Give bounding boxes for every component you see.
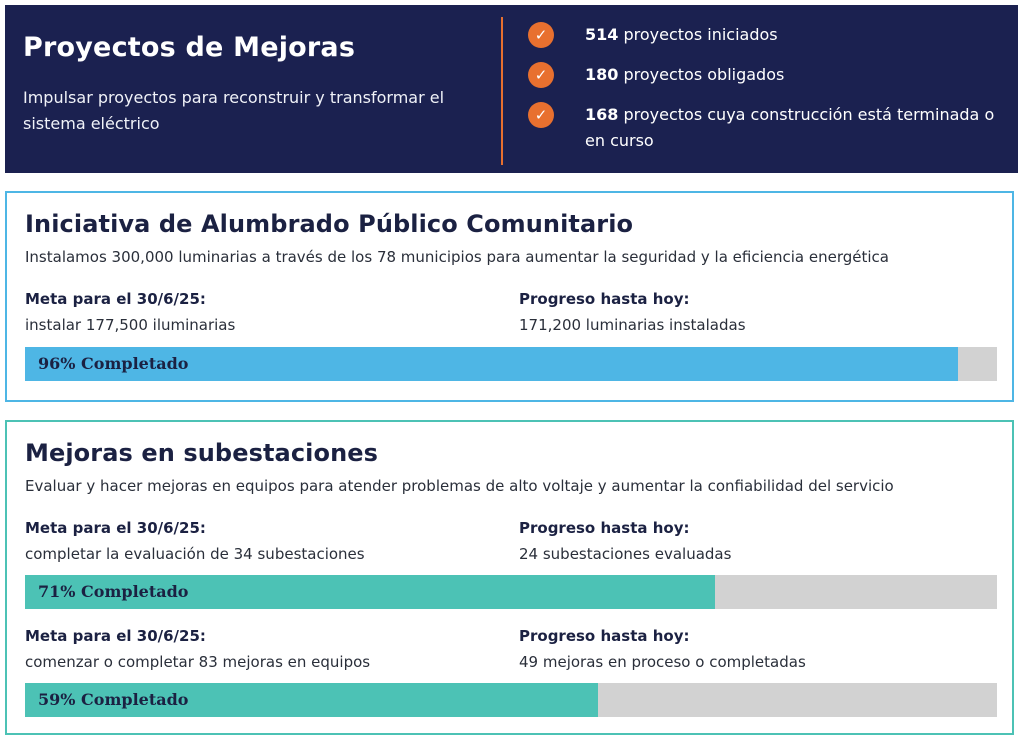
page-title: Proyectos de Mejoras	[23, 32, 356, 63]
lighting-title: Iniciativa de Alumbrado Público Comunitario	[25, 210, 634, 238]
lighting-progress-bar	[25, 347, 997, 381]
header-banner	[5, 5, 1018, 173]
goal-value: comenzar o completar 83 mejoras en equipos	[25, 653, 371, 671]
lighting-description: Instalamos 300,000 luminarias a través de los 78 municipios para aumentar la seguridad y la eficiencia energética	[25, 248, 889, 266]
progress-bar-label: 59% Completado	[38, 690, 189, 709]
substations-title: Mejoras en subestaciones	[25, 439, 379, 467]
substations-description: Evaluar y hacer mejoras en equipos para atender problemas de alto voltaje y aumentar la confiabilidad del servicio	[25, 477, 894, 495]
substations-progress-2	[519, 627, 806, 671]
substations-progress-bar-1	[25, 575, 997, 609]
substations-progress-1	[519, 519, 731, 563]
substations-card	[5, 420, 1014, 735]
goal-label: Meta para el 30/6/25:	[25, 519, 206, 537]
goal-value: completar la evaluación de 34 subestaciones	[25, 545, 365, 563]
stat-text: proyectos cuya construcción está terminada o en curso	[585, 105, 995, 150]
progress-value: 24 subestaciones evaluadas	[519, 545, 732, 563]
progress-label: Progreso hasta hoy:	[519, 290, 690, 308]
progress-value: 49 mejoras en proceso o completadas	[519, 653, 806, 671]
substations-goal-2	[25, 627, 370, 671]
stat-text: proyectos iniciados	[618, 25, 778, 44]
stat-item	[528, 102, 998, 154]
stat-item	[528, 22, 998, 48]
progress-label: Progreso hasta hoy:	[519, 519, 690, 537]
stat-number: 168	[585, 105, 619, 124]
progress-bar-label: 96% Completado	[38, 354, 189, 373]
check-icon: ✓	[528, 22, 554, 48]
stat-number: 514	[585, 25, 619, 44]
header-divider	[501, 17, 503, 165]
check-icon: ✓	[528, 62, 554, 88]
goal-value: instalar 177,500 iluminarias	[25, 316, 236, 334]
stat-text: proyectos obligados	[618, 65, 785, 84]
substations-goal-1	[25, 519, 365, 563]
page-subtitle: Impulsar proyectos para reconstruir y transformar el sistema eléctrico	[23, 88, 445, 133]
progress-bar-label: 71% Completado	[38, 582, 189, 601]
lighting-goal	[25, 290, 235, 334]
goal-label: Meta para el 30/6/25:	[25, 290, 206, 308]
progress-value: 171,200 luminarias instaladas	[519, 316, 746, 334]
stats-list	[528, 22, 998, 168]
progress-label: Progreso hasta hoy:	[519, 627, 690, 645]
check-icon: ✓	[528, 102, 554, 128]
substations-progress-bar-2	[25, 683, 997, 717]
lighting-card	[5, 191, 1014, 402]
stat-number: 180	[585, 65, 619, 84]
goal-label: Meta para el 30/6/25:	[25, 627, 206, 645]
lighting-progress	[519, 290, 746, 334]
stat-item	[528, 62, 998, 88]
